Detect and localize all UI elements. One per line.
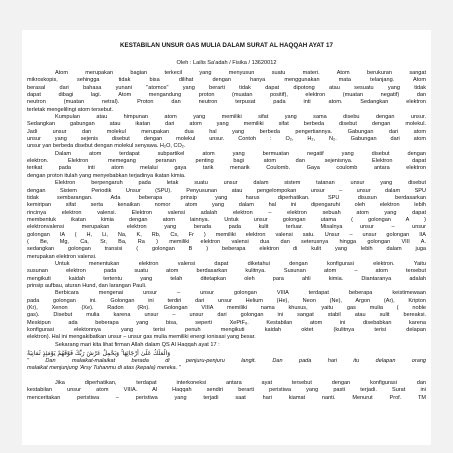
text-line: membentuk ikatan kimia dengan atom lainnya. Untuk unsur golongan utama ( golongan A ) — [27, 216, 426, 223]
text-line: berasal dari bahasa yunani "atomos" yang berarti tidak dapat dipotong atau sesuatu yang tidak — [27, 84, 426, 91]
text-line: mikroskopis, sehingga tidak bisa dilihat dengan hanya menggunakan mata telanjang. Atom — [27, 77, 426, 84]
text-line: Dalam atom terdapat subpartikel atom yang bermuatan negatif yang disebut dengan — [55, 150, 426, 157]
text-line: merupakan elektron valensi. — [27, 253, 97, 260]
text-line: Jadi unsur dan molekul merupakan dua hal yang berbeda pengertiannya. Gabungan dari atom — [27, 128, 426, 135]
text-line: Sedangkan gabungan atau ikatan dari atom yang memiliki sifat berbeda disebut dengan molekul. — [27, 121, 426, 128]
text-line: pada golongan ini. Golongan ini terdiri dari unsur Helium (He), Neon (Ne), Argon (Ar), Kripton — [27, 297, 426, 304]
text-line: terletak mengelilingi atom tersebut. — [27, 106, 114, 113]
text-line: terikat pada inti atom melalui gaya tarik menarik Coulomb. Gaya coulomb antara elektron — [27, 165, 426, 172]
text-line: elektron). Hal ini mengakibatkan unsur – unsur gas mulia memiliki energi ionisasi yang besar. — [27, 334, 256, 341]
text-line: ( Be, Mg, Ca, Sr, Ba, Ra ) memiliki elektron valensi dua dan seterusnya hingga golongan VIII A. — [27, 238, 426, 245]
text-line: neutron (muatan netral). Proton dan neutron terpusat pada inti atom. Sedangkan elektron — [27, 99, 426, 106]
text-line: dengan proton itulah yang menyebabkan terjadinya ikatan kimia. — [27, 172, 186, 179]
text-line: Elektron berpengaruh pada letak suatu unsur dalam sistem tatanan unsur yang disebut — [55, 180, 426, 187]
text-line: Atom merupakan bagian terkecil yang menyusun suatu materi. Atom berukuran sangat — [55, 70, 426, 76]
verse-translation-line: " Dan malaikat-malaikat berada di penjuru-penjuru langit. Dan pada hari itu delapan orang — [27, 358, 426, 365]
text-line: Berbicara mengenai unsur – unsur golongan VIIIA terdapat beberapa keistimewaan — [55, 290, 426, 297]
text-line: (Kr), Xenon (Xe). Radon (Rn). Golongan VIIIA memiliki nama khusus, yaitu gas mulia ( noble — [27, 305, 426, 311]
text-line: prinsip aufbau, aturan Hund, dan larangan Pauli. — [27, 282, 147, 289]
text-line: susunan elektron pada suatu atom berdasarkan kulitnya. Susunan atom – atom tersebut — [27, 268, 426, 275]
verse-translation-line: malaikat menjunjung 'Arsy Tuhanmu di atas (kepala) mereka. " — [27, 365, 181, 372]
text-line: elektron. Elektron memegang peranan penting bagi atom dan sejenisnya. Elektron dapat — [27, 158, 426, 165]
text-line: Meskipun ada beberapa yang bisa, seperti XePtF₆. Kestabilan atom ini disebabkan karena — [27, 319, 426, 326]
text-line: Kumpulan atau himpunan atom yang memiliki sifat yang sama disebu dengan unsur. — [55, 114, 426, 121]
text-line: unsur yang sejenis disebut dengan molekul unsur. Contoh : O₂, H₂, N₂. Gabungan dari atom — [27, 136, 426, 143]
document-title: KESTABILAN UNSUR GAS MULIA DALAM SURAT AL HAQQAH AYAT 17 — [120, 42, 333, 49]
text-line: mengikuti kaidah tertentu yang telah ditetapkan oleh para ahli kimia. Diantaranya adalah — [27, 275, 426, 282]
text-line: kemiripan sifat serta kenaikan nomor atom yang dalam hal ini dipengaruhi oleh elektron lebih — [27, 202, 426, 209]
text-line: unsur yan berbeda disebut dengan molekul senyawa. H₂O, CO₂. — [27, 143, 186, 150]
text-line: sedangkan golongan transisi ( golongan B ) beberapa elektron di kulit yang lebih dalam juga — [27, 246, 426, 253]
text-line: menceritakan peristiwa – peristiwa yang terjadi saat hari kiamat nanti. Menurut Prof. TM — [27, 394, 426, 401]
paragraph-spacer — [27, 373, 426, 380]
arabic-verse: وَالْمَلَكُ عَلَىٰ أَرْجَائِهَا ۚ وَيَحْمِلُ عَرْشَ رَبِّكَ فَوْقَهُمْ يَوْمَئِذٍ ثَمَانِيَةٌ — [27, 350, 171, 358]
text-line: Untuk menentukan elektron valensi dapat diketahui dengan konfigurasi elektron. Yaitu — [55, 260, 426, 267]
text-line: kestabilan unsur atom VIIIA. Al Haqqah sendiri berarti peristiwa yang pasti terjadi. Surat ini — [27, 387, 426, 394]
text-line: Jika diperhatikan, terdapat interkoneksi antara ayat tersebut dengan konfigurasi dan — [55, 380, 426, 387]
text-line: gas). Disebut mulia karena unsur – unsur dari golongan ini sangat stabil atau sulit bereaksi. — [27, 312, 426, 319]
text-line: dapat dibagi lagi. Atom mengandung proton (muatan positif), elektron (muatan negatif) dan — [27, 92, 426, 99]
text-line: tidak sembarangan. Ada beberapa prinsip yang harus diperhatikan. SPU disusun berdasarkan — [27, 194, 426, 201]
text-line: Sekarang mari kita lihat firman Allah dalam QS Al Haqqah ayat 17 : — [55, 341, 220, 348]
document-body — [27, 70, 426, 402]
author-line: Oleh : Lailis Sa'adah / Fisika / 13620012 — [176, 60, 277, 66]
text-line: elektronvalensi merupakan elektron yang berada pada kulit terluar. Misalnya unsur – unsur — [27, 224, 426, 231]
text-line: golongan IA ( H, Li, Na, K, Rb, Cs, Fr ) memiliki elektron valensi satu. Unsur – unsur golongan IIA — [27, 231, 426, 238]
text-line: dengan Sistem Periodik Unsur (SPU). Penyusunan atau pengelompokan unsur – unsur dalam SPU — [27, 187, 426, 194]
text-line: rincinya elektron valensi. Elektron valensi adalah elektron – elektron sebuah atom yang dapat — [27, 209, 426, 216]
document-page — [22, 30, 431, 445]
text-line: konfigurasi elektonnya yang terisi penuh mengikuti kaidah oktet (kulitnya terisi delapan — [27, 327, 426, 334]
